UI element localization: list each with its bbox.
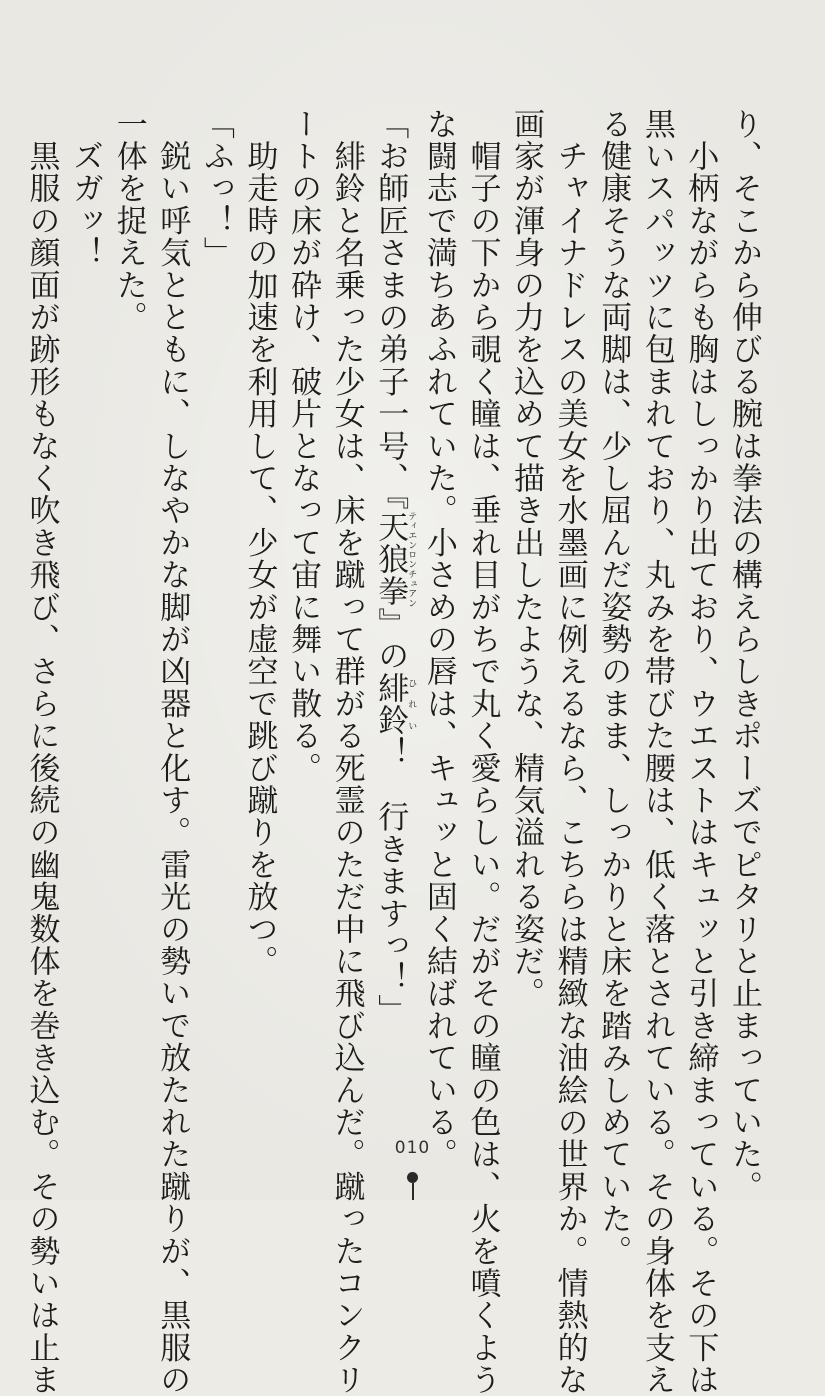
quote-middle: 』の <box>372 607 409 673</box>
ruby-tianlangquan: 天狼拳ティエンロンチュアン <box>372 511 417 608</box>
text-column-2: 小柄ながらも胸はしっかり出ており、ウエストはキュッと引き締まっている。その下は <box>682 108 719 1396</box>
text-column-9 <box>368 108 417 1118</box>
text-column-10: 緋鈴と名乗った少女は、床を蹴って群がる死霊のただ中に飛び込んだ。蹴ったコンクリ <box>328 108 365 1396</box>
text-column-7: 帽子の下から覗く瞳は、垂れ目がちで丸く愛らしい。だがその瞳の色は、火を噴くよう <box>464 108 501 1396</box>
ruby-hirei: 緋鈴ひれい <box>372 672 417 737</box>
text-column-8: な闘志で満ちあふれていた。小さめの唇は、キュッと固く結ばれている。 <box>420 108 457 1171</box>
text-column-16: ズガッ！ <box>67 108 104 269</box>
text-column-3: 黒いスパッツに包まれており、丸みを帯びた腰は、低く落とされている。その身体を支え <box>638 108 675 1396</box>
text-column-11: ートの床が砕け、破片となって宙に舞い散る。 <box>285 108 322 785</box>
page-marker-dot-icon <box>407 1172 418 1183</box>
text-column-6: 画家が渾身の力を込めて描き出したような、精気溢れる姿だ。 <box>508 108 545 1010</box>
ruby-text-hirei: ひれい <box>406 672 417 737</box>
page-number: 010 <box>394 1138 431 1158</box>
text-column-4: る健康そうな両脚は、少し屈んだ姿勢のまま、しっかりと床を踏みしめていた。 <box>595 108 632 1268</box>
text-column-15: 一体を捉えた。 <box>110 108 147 334</box>
text-column-5: チャイナドレスの美女を水墨画に例えるなら、こちらは精緻な油絵の世界か。情熱的な <box>551 108 588 1396</box>
text-column-14: 鋭い呼気とともに、しなやかな脚が凶器と化す。雷光の勢いで放たれた蹴りが、黒服の <box>154 108 191 1396</box>
quote-before-ruby: 「お師匠さまの弟子一号、『 <box>372 108 409 512</box>
text-column-13: 「ふっ！」 <box>197 108 234 269</box>
ruby-text-tianlangquan: ティエンロンチュアン <box>406 511 417 608</box>
text-column-12: 助走時の加速を利用して、少女が虚空で跳び蹴りを放つ。 <box>241 108 278 978</box>
quote-after-ruby: ！ 行きますっ！」 <box>372 736 409 1027</box>
text-column-17: 黒服の顔面が跡形もなく吹き飛び、さらに後続の幽鬼数体を巻き込む。その勢いは止ま <box>23 108 60 1396</box>
page-marker-line <box>412 1183 414 1200</box>
text-column-1: り、そこから伸びる腕は拳法の構えらしきポーズでピタリと止まっていた。 <box>726 108 762 1203</box>
